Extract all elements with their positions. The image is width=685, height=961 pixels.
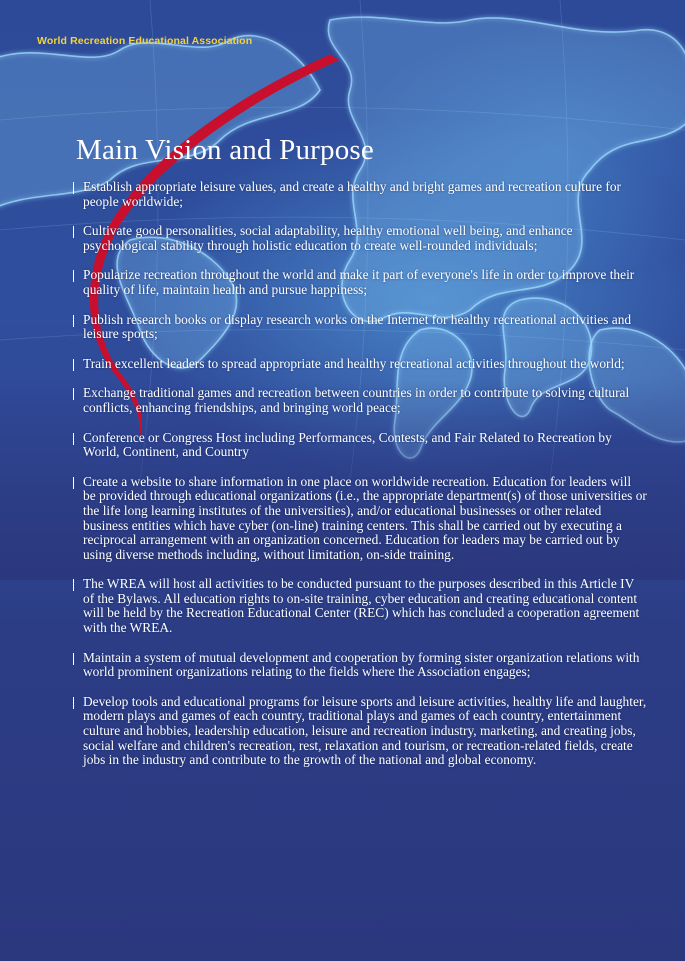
- list-item: Develop tools and educational programs for leisure sports and leisure activities, healthy life and laughter, modern plays and games of each country, traditional plays and games of each country, entertainment culture and hobbies, leadership education, leisure and recreation industry, marketing, and creating jobs, social welfare and children's recreation, rest, relaxation and tourism, or recreation-related fields, create jobs in the industry and contribute to the growth of the national and global economy.: [72, 695, 647, 768]
- list-item: Train excellent leaders to spread appropriate and healthy recreational activities throughout the world;: [72, 357, 647, 372]
- list-item: Establish appropriate leisure values, and create a healthy and bright games and recreation culture for people worldwide;: [72, 180, 647, 209]
- purpose-list: [72, 180, 647, 768]
- list-item: Maintain a system of mutual development and cooperation by forming sister organization relations with world prominent organizations relating to the fields where the Association engages;: [72, 651, 647, 680]
- organization-name: World Recreation Educational Association: [37, 35, 253, 47]
- list-item: Conference or Congress Host including Performances, Contests, and Fair Related to Recreation by World, Continent, and Country: [72, 431, 647, 460]
- list-item: Create a website to share information in one place on worldwide recreation. Education for leaders will be provided through educational organizations (i.e., the appropriate department(s) of those universities or the life long learning institutes of the universities), and/or educational businesses or other related business entities which have cyber (on-line) training centers. This shall be carried out by executing a reciprocal arrangement with an organization concerned. Education for leaders may be carried out by using diverse methods including, without limitation, on-side training.: [72, 475, 647, 563]
- page-title: Main Vision and Purpose: [76, 134, 374, 166]
- list-item: Exchange traditional games and recreation between countries in order to contribute to solving cultural conflicts, enhancing friendships, and bringing world peace;: [72, 386, 647, 415]
- list-item: Popularize recreation throughout the world and make it part of everyone's life in order to improve their quality of life, maintain health and pursue happiness;: [72, 268, 647, 297]
- list-item: Cultivate good personalities, social adaptability, healthy emotional well being, and enhance psychological stability through holistic education to create well-rounded individuals;: [72, 224, 647, 253]
- list-item: The WREA will host all activities to be conducted pursuant to the purposes described in this Article IV of the Bylaws. All education rights to on-site training, cyber education and creating educational content will be held by the Recreation Educational Center (REC) which has concluded a cooperation agreement with the WREA.: [72, 577, 647, 635]
- list-item: Publish research books or display research works on the Internet for healthy recreational activities and leisure sports;: [72, 313, 647, 342]
